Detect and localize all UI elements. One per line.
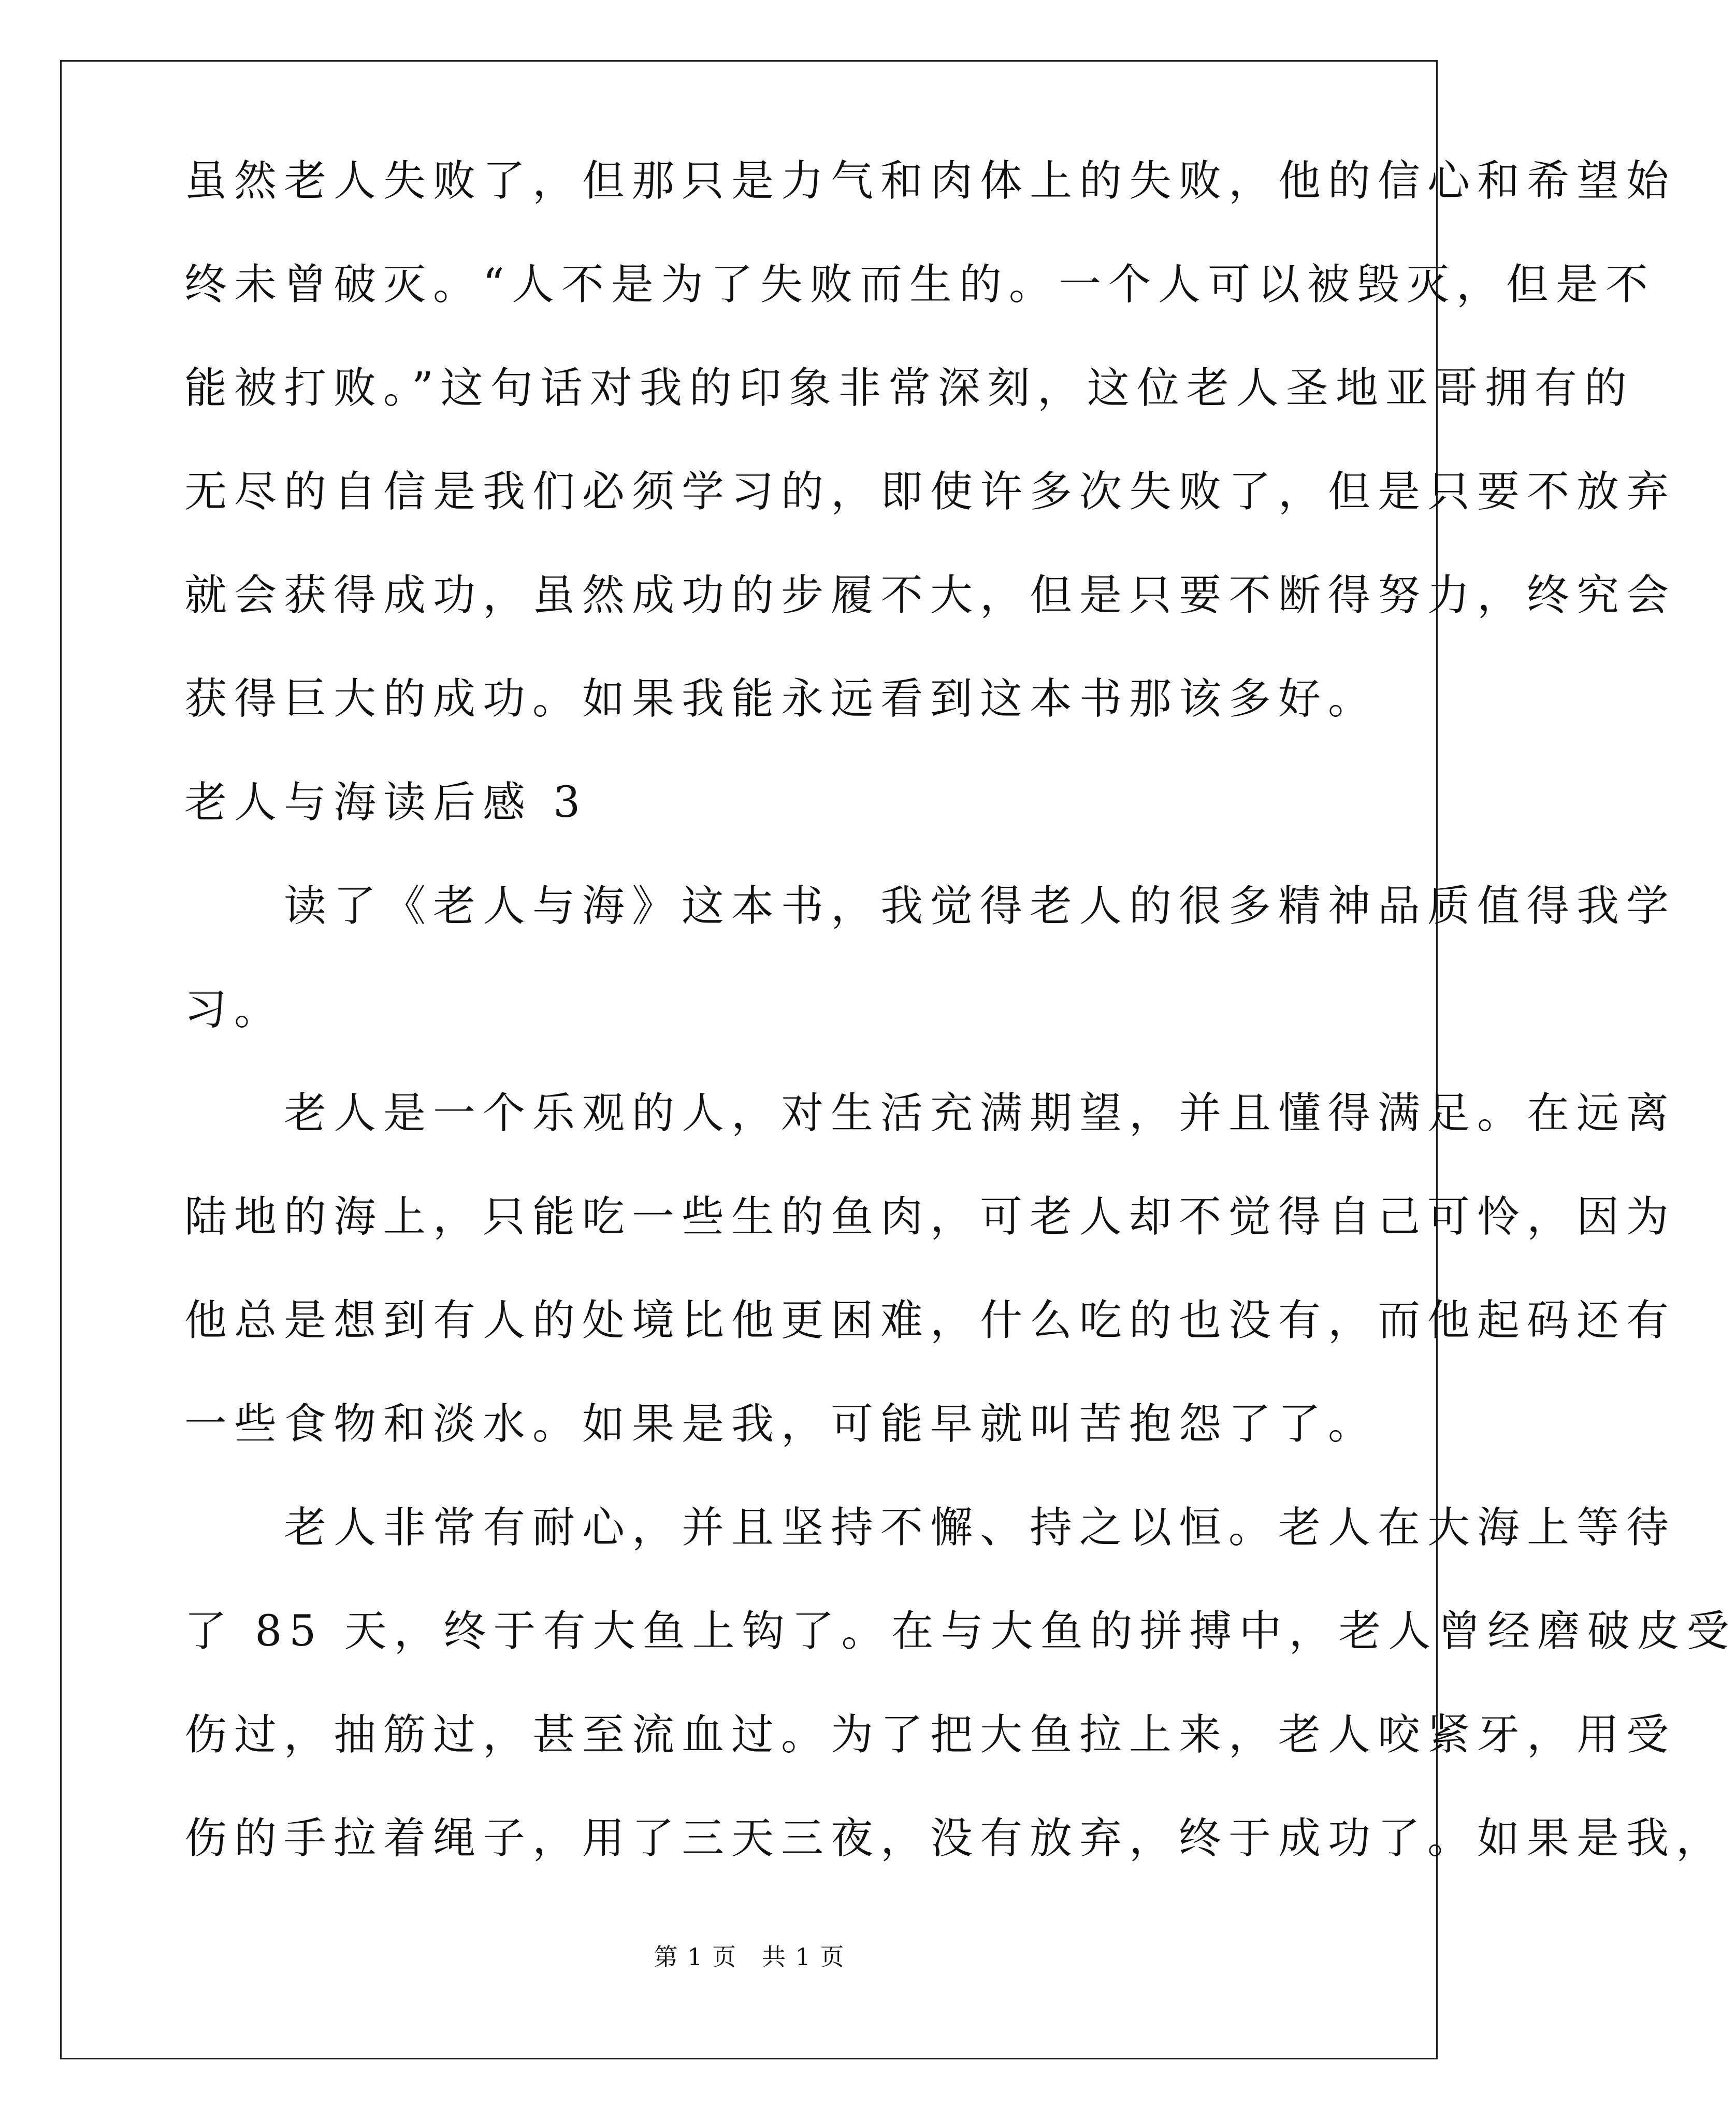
text-line: 陆地的海上，只能吃一些生的鱼肉，可老人却不觉得自己可怜，因为 bbox=[184, 1192, 1676, 1242]
text-line: 一些食物和淡水。如果是我，可能早就叫苦抱怨了了。 bbox=[184, 1400, 1378, 1449]
section-heading: 老人与海读后感 3 bbox=[184, 778, 588, 827]
text-line: 伤的手拉着绳子，用了三天三夜，没有放弃，终于成功了。如果是我， bbox=[184, 1814, 1726, 1863]
text-line: 虽然老人失败了，但那只是力气和肉体上的失败，他的信心和希望始 bbox=[184, 156, 1676, 206]
text-line: 了 85 天，终于有大鱼上钩了。在与大鱼的拼搏中，老人曾经磨破皮受 bbox=[184, 1607, 1736, 1656]
text-line: 终未曾破灭。“人不是为了失败而生的。一个人可以被毁灭，但是不 bbox=[184, 260, 1655, 309]
text-line: 习。 bbox=[184, 985, 284, 1034]
text-line: 老人非常有耐心，并且坚持不懈、持之以恒。老人在大海上等待 bbox=[184, 1503, 1676, 1552]
text-line: 老人是一个乐观的人，对生活充满期望，并且懂得满足。在远离 bbox=[184, 1089, 1676, 1138]
text-line: 获得巨大的成功。如果我能永远看到这本书那该多好。 bbox=[184, 674, 1378, 724]
text-line: 读了《老人与海》这本书，我觉得老人的很多精神品质值得我学 bbox=[184, 882, 1676, 931]
text-line: 他总是想到有人的处境比他更困难，什么吃的也没有，而他起码还有 bbox=[184, 1296, 1676, 1345]
text-line: 伤过，抽筋过，甚至流血过。为了把大鱼拉上来，老人咬紧牙，用受 bbox=[184, 1710, 1676, 1760]
text-line: 无尽的自信是我们必须学习的，即使许多次失败了，但是只要不放弃 bbox=[184, 467, 1676, 516]
text-line: 就会获得成功，虽然成功的步履不大，但是只要不断得努力，终究会 bbox=[184, 571, 1676, 620]
page-footer: 第 1 页 共 1 页 bbox=[654, 1943, 845, 1971]
text-line: 能被打败。”这句话对我的印象非常深刻，这位老人圣地亚哥拥有的 bbox=[184, 364, 1634, 413]
